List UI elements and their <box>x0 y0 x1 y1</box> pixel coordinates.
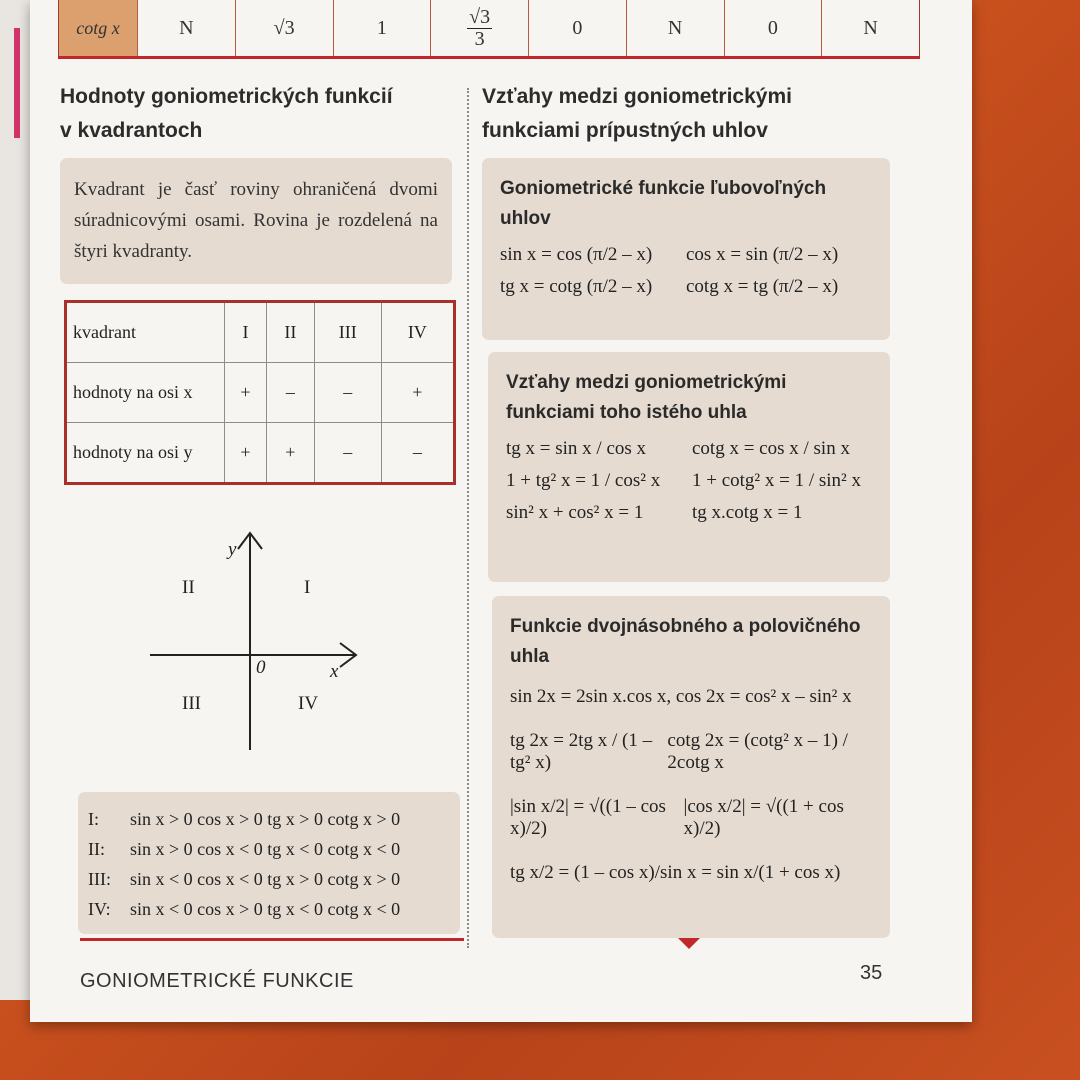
table-header-cell: II <box>266 302 314 363</box>
summary-quadrant: I: <box>88 809 99 829</box>
table-cell: √3 <box>235 0 333 56</box>
left-heading-line2: v kvadrantoch <box>60 119 203 142</box>
fraction-denominator: 3 <box>474 27 485 50</box>
formula: tg x = sin x / cos x <box>506 438 647 459</box>
origin-label: 0 <box>256 657 266 678</box>
x-axis-label: x <box>330 661 339 682</box>
table-cell: + <box>266 422 314 484</box>
table-cell-fraction <box>430 0 528 56</box>
summary-text: sin x < 0 cos x < 0 tg x > 0 cotg x > 0 <box>130 869 401 889</box>
summary-quadrant: III: <box>88 869 111 889</box>
table-cell: 0 <box>724 0 822 56</box>
table-head-cotg: cotg x <box>59 0 137 56</box>
table-cell: N <box>821 0 919 56</box>
formula: sin 2x = 2sin x.cos x, cos 2x = cos² x – sin² x <box>510 686 852 707</box>
page-number: 35 <box>860 962 883 984</box>
table-cell: 0 <box>528 0 626 56</box>
formula: tg x.cotg x = 1 <box>692 502 803 523</box>
row-label: hodnoty na osi y <box>66 422 225 484</box>
table-cell: + <box>225 422 267 484</box>
table-cell: – <box>314 363 381 422</box>
formula: |sin x/2| = √((1 – cos x)/2) <box>510 796 666 839</box>
continue-marker-icon <box>678 938 700 949</box>
table-cell: – <box>381 422 454 484</box>
chapter-footer: GONIOMETRICKÉ FUNKCIE <box>80 970 354 992</box>
table-cell: – <box>314 422 381 484</box>
quadrant-label-iii: III <box>182 693 201 714</box>
pink-tab <box>14 28 20 138</box>
left-heading-line1: Hodnoty goniometrických funkcií <box>60 85 393 108</box>
right-heading-line1: Vzťahy medzi goniometrickými <box>482 85 792 108</box>
formula: cotg x = tg (π/2 – x) <box>686 276 839 297</box>
table-cell: N <box>137 0 235 56</box>
table-cell: N <box>626 0 724 56</box>
row-label: hodnoty na osi x <box>66 363 225 422</box>
summary-row <box>88 894 450 924</box>
table-cell: – <box>266 363 314 422</box>
table-row <box>66 363 455 422</box>
quadrant-signs-summary <box>78 792 460 934</box>
quadrant-label-i: I <box>304 577 311 598</box>
quadrant-label-iv: IV <box>298 693 319 714</box>
right-heading-line2: funkciami prípustných uhlov <box>482 119 768 142</box>
table-row <box>66 422 455 484</box>
summary-row <box>88 834 450 864</box>
box-title: Vzťahy medzi goniometrickými funkciami toho istého uhla <box>506 372 787 423</box>
formula: tg x = cotg (π/2 – x) <box>500 276 653 297</box>
cotg-values-table <box>58 0 920 59</box>
quadrant-label-ii: II <box>182 577 195 598</box>
formula: sin x = cos (π/2 – x) <box>500 244 653 265</box>
box-title: Goniometrické funkcie ľubovoľných uhlov <box>500 178 827 229</box>
formula: tg 2x = 2tg x / (1 – tg² x) <box>510 730 653 773</box>
summary-text: sin x > 0 cos x < 0 tg x < 0 cotg x < 0 <box>130 839 401 859</box>
summary-row <box>88 804 450 834</box>
table-cell: + <box>381 363 454 422</box>
table-cell: 1 <box>333 0 431 56</box>
formula: cotg x = cos x / sin x <box>692 438 850 459</box>
summary-quadrant: IV: <box>88 899 111 919</box>
table-header-cell: I <box>225 302 267 363</box>
summary-text: sin x > 0 cos x > 0 tg x > 0 cotg x > 0 <box>130 809 401 829</box>
table-header-cell: IV <box>381 302 454 363</box>
red-rule <box>80 938 464 941</box>
coordinate-axes-diagram <box>140 525 380 755</box>
summary-text: sin x < 0 cos x > 0 tg x < 0 cotg x < 0 <box>130 899 401 919</box>
left-heading <box>60 80 393 148</box>
summary-quadrant: II: <box>88 839 105 859</box>
same-angle-box <box>488 352 890 582</box>
axes-svg <box>140 525 380 755</box>
arbitrary-angles-box <box>482 158 890 340</box>
formula: sin² x + cos² x = 1 <box>506 502 644 523</box>
book-page <box>30 0 972 1022</box>
intro-box: Kvadrant je časť roviny ohraničená dvomi súradnicovými osami. Rovina je rozdelená na štyri kvadranty. <box>60 158 452 284</box>
box-title: Funkcie dvojnásobného a polovičného uhla <box>510 616 861 667</box>
table-header-cell: III <box>314 302 381 363</box>
table-row <box>66 302 455 363</box>
table-cell: + <box>225 363 267 422</box>
formula: cotg 2x = (cotg² x – 1) / 2cotg x <box>667 730 848 773</box>
table-header-cell: kvadrant <box>66 302 225 363</box>
summary-row <box>88 864 450 894</box>
formula: tg x/2 = (1 – cos x)/sin x = sin x/(1 + cos x) <box>510 862 841 883</box>
formula: |cos x/2| = √((1 + cos x)/2) <box>683 796 844 839</box>
column-divider <box>467 88 469 948</box>
formula: 1 + tg² x = 1 / cos² x <box>506 470 661 491</box>
formula: 1 + cotg² x = 1 / sin² x <box>692 470 861 491</box>
double-half-angle-box <box>492 596 890 938</box>
quadrant-table <box>64 300 456 485</box>
y-axis-label: y <box>228 539 237 560</box>
fraction-numerator: √3 <box>469 5 491 28</box>
right-heading <box>482 80 792 148</box>
formula: cos x = sin (π/2 – x) <box>686 244 839 265</box>
